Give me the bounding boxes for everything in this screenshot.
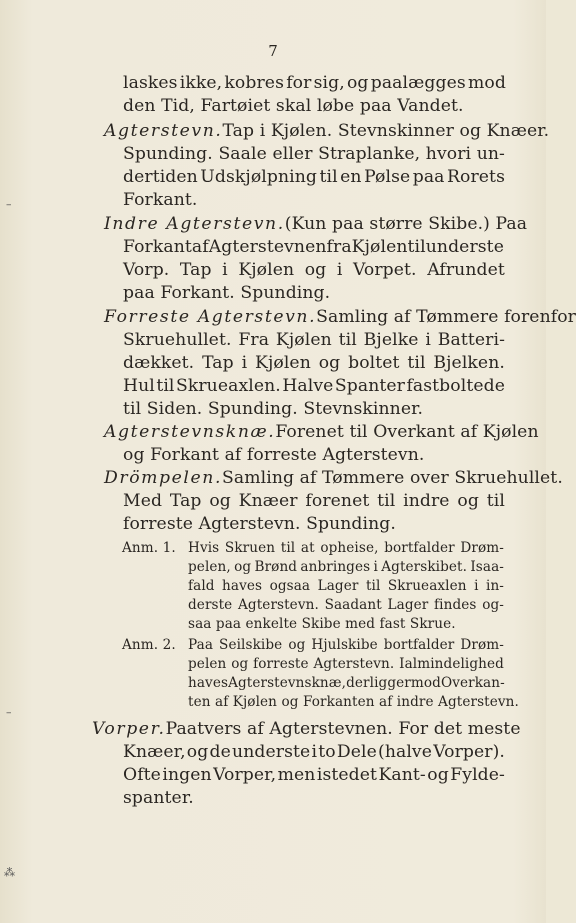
text-fragment: Tap i Kjølen. Stevnskinner og Knæer. <box>222 121 550 141</box>
text-line: Forkant af Agterstevnen fra Kjølen til underste <box>123 237 504 257</box>
text-line: spanter. <box>123 788 194 808</box>
text-line: og Forkant af forreste Agterstevn. <box>123 445 425 465</box>
text-line: Spunding. Saale eller Straplanke, hvori un- <box>123 144 505 164</box>
text-fragment: Paatvers af Agterstevnen. For det meste <box>165 719 521 739</box>
margin-mark: – <box>6 198 12 211</box>
note-line: ten af Kjølen og Forkanten af indre Agterstevn. <box>188 694 519 710</box>
term-vorper: Vorper. <box>92 719 166 739</box>
note-line: haves Agterstevnsknæ, der ligger mod Overkan- <box>188 675 505 691</box>
text-line: forreste Agterstevn. Spunding. <box>123 514 396 534</box>
text-line: Ofte ingen Vorper, men istedet Kant- og Fylde- <box>123 765 505 785</box>
note-line: Paa Seilskibe og Hjulskibe bortfalder Drøm- <box>188 637 504 653</box>
note-line: pelen, og Brønd anbringes i Agterskibet. Isaa- <box>188 559 504 575</box>
entry-agterstevn <box>104 120 550 142</box>
text-fragment: (Kun paa større Skibe.) Paa <box>284 214 528 234</box>
note-line: saa paa enkelte Skibe med fast Skrue. <box>188 616 456 632</box>
text-fragment: Samling af Tømmere forenfor <box>316 307 576 327</box>
entry-agterstevnsknae <box>104 421 539 443</box>
note-line: fald haves ogsaa Lager til Skrueaxlen i in- <box>188 578 504 594</box>
text-line: den Tid, Fartøiet skal løbe paa Vandet. <box>123 96 464 116</box>
note-line: Hvis Skruen til at opheise, bortfalder Drøm- <box>188 540 504 556</box>
text-line: Hul til Skrueaxlen. Halve Spanter fastboltede <box>123 376 505 396</box>
term-drompelen: Drömpelen. <box>104 468 223 488</box>
term-forreste-agterstevn: Forreste Agterstevn. <box>104 307 317 327</box>
entry-drompelen <box>104 467 563 489</box>
text-line: laskes ikke, kobres for sig, og paalægges mod <box>123 73 506 93</box>
text-line: dækket. Tap i Kjølen og boltet til Bjelken. <box>123 353 505 373</box>
text-line: Vorp. Tap i Kjølen og i Vorpet. Afrundet <box>123 260 505 280</box>
note-line: pelen og forreste Agterstevn. Ialmindelighed <box>188 656 504 672</box>
margin-mark: – <box>6 706 12 719</box>
text-line: Med Tap og Knæer forenet til indre og til <box>123 491 505 511</box>
text-line: Skruehullet. Fra Kjølen til Bjelke i Batteri- <box>123 330 505 350</box>
term-agterstevn: Agterstevn. <box>104 121 223 141</box>
term-indre-agterstevn: Indre Agterstevn. <box>104 214 285 234</box>
entry-indre-agterstevn <box>104 213 528 235</box>
text-line: til Siden. Spunding. Stevnskinner. <box>123 399 424 419</box>
text-fragment: Samling af Tømmere over Skruehullet. <box>222 468 563 488</box>
text-fragment: Forenet til Overkant af Kjølen <box>275 422 539 442</box>
text-line: Forkant. <box>123 190 198 210</box>
entry-forreste-agterstevn <box>104 306 576 328</box>
entry-vorper <box>92 718 521 740</box>
note-label: Anm. 2. <box>122 637 176 653</box>
note-label: Anm. 1. <box>122 540 176 556</box>
text-line: paa Forkant. Spunding. <box>123 283 331 303</box>
text-line: Knæer, og de underste i to Dele (halve Vorper). <box>123 742 505 762</box>
margin-mark: ⁂ <box>4 866 15 879</box>
note-line: derste Agterstevn. Saadant Lager findes og- <box>188 597 504 613</box>
text-line: dertiden Udskjølpning til en Pølse paa Rorets <box>123 167 505 187</box>
term-agterstevnsknae: Agterstevnsknæ. <box>104 422 276 442</box>
page-number: 7 <box>268 42 278 60</box>
